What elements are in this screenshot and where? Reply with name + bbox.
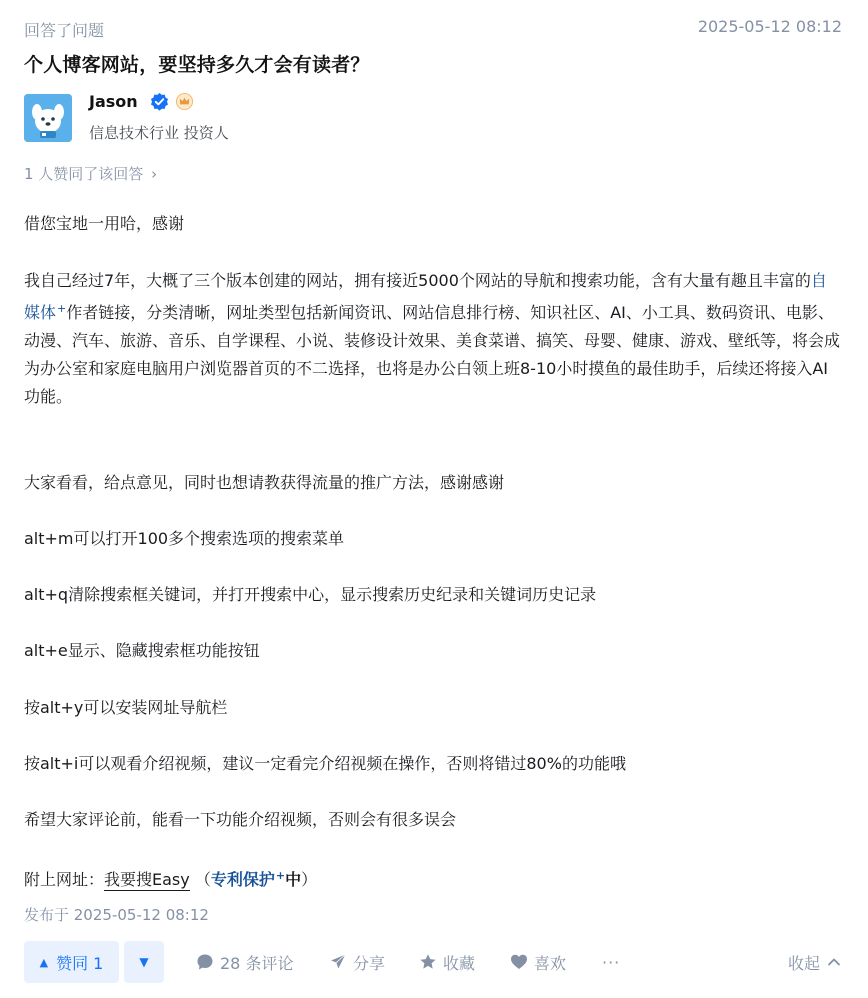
answer-paragraph: 大家看看，给点意见，同时也想请教获得流量的推广方法，感谢感谢: [24, 473, 505, 492]
like-button[interactable]: [510, 951, 566, 973]
answer-text: 中: [285, 870, 302, 889]
favorite-label: 收藏: [443, 953, 476, 973]
share-button[interactable]: [329, 951, 385, 973]
answer-paragraph: alt+m可以打开100多个搜索选项的搜索菜单: [24, 529, 345, 548]
more-button[interactable]: [602, 951, 620, 973]
activity-time: 2025-05-12 08:12: [697, 17, 842, 36]
answer-paragraph: 希望大家评论前，能看一下功能介绍视频，否则会有很多误会: [24, 810, 457, 829]
activity-label: 回答了问题: [24, 21, 105, 40]
like-label: 喜欢: [534, 953, 567, 973]
upvote-button[interactable]: [24, 941, 119, 983]
star-icon: [419, 953, 437, 971]
voters-text: 1 人赞同了该回答: [24, 165, 144, 183]
favorite-button[interactable]: [419, 951, 475, 973]
paper-plane-icon: [329, 953, 347, 971]
action-bar: [24, 941, 842, 983]
answer-paragraph: 按alt+i可以观看介绍视频，建议一定看完介绍视频在操作，否则将错过80%的功能哦: [24, 754, 626, 773]
heart-icon: [510, 953, 528, 971]
answer-text: 附上网址：: [24, 870, 105, 889]
activity-header: [24, 14, 842, 40]
author-badges: [150, 94, 194, 112]
downvote-button[interactable]: [124, 941, 164, 983]
voters-link[interactable]: [24, 163, 157, 184]
triangle-down-icon: ▼: [139, 955, 149, 969]
chevron-right-icon: ›: [151, 165, 158, 183]
verified-badge-icon[interactable]: [150, 92, 169, 115]
author-name[interactable]: Jason: [89, 92, 138, 111]
answer-paragraph: alt+q清除搜索框关键词，并打开搜索中心，显示搜索历史纪录和关键词历史记录: [24, 585, 597, 604]
answer-paragraph: alt+e显示、隐藏搜索框功能按钮: [24, 641, 260, 660]
plus-icon: +: [275, 869, 286, 882]
site-link[interactable]: 我要搜Easy: [104, 870, 190, 889]
keyword-link-text: 自媒体: [24, 271, 827, 322]
upvote-label: 赞同 1: [56, 953, 104, 973]
share-label: 分享: [353, 953, 386, 973]
plus-icon: +: [57, 302, 67, 315]
author-info: [24, 94, 424, 142]
answer-paragraph: [24, 862, 317, 894]
keyword-link[interactable]: [211, 870, 285, 889]
comments-label: 28 条评论: [220, 953, 294, 973]
dog-avatar-icon[interactable]: [24, 94, 72, 142]
answer-paragraph: 按alt+y可以安装网址导航栏: [24, 698, 228, 717]
triangle-up-icon: ▲: [39, 955, 49, 969]
answer-paragraph: [24, 267, 842, 411]
more-dots-icon: ···: [602, 952, 621, 972]
crown-badge-icon[interactable]: [175, 92, 194, 115]
author-description: 信息技术行业 投资人: [89, 124, 229, 142]
published-time[interactable]: 发布于 2025-05-12 08:12: [24, 906, 209, 924]
comment-bubble-icon: [196, 953, 214, 971]
answer-text: （: [189, 870, 211, 889]
question-title[interactable]: 个人博客网站，要坚持多久才会有读者？: [24, 54, 370, 76]
collapse-label: 收起: [787, 953, 820, 973]
answer-text: ）: [301, 870, 318, 889]
answer-text: 我自己经过7年，大概了三个版本创建的网站，拥有接近5000个网站的导航和搜索功能，含有大量有趣且丰富的: [24, 271, 811, 290]
keyword-link-text: 专利保护: [210, 870, 275, 889]
comments-button[interactable]: [196, 951, 293, 973]
chevron-up-icon: [826, 954, 842, 970]
answer-paragraph: 借您宝地一用哈，感谢: [24, 214, 185, 233]
collapse-button[interactable]: [788, 951, 842, 973]
answer-text: 作者链接，分类清晰，网址类型包括新闻资讯、网站信息排行榜、知识社区、AI、小工具、数码资讯、电影、动漫、汽车、旅游、音乐、自学课程、小说、装修设计效果、美食菜谱、搞笑、母婴、健康、游戏、壁纸等，将会成为办公室和家庭电脑用户浏览器首页的不二选择，也将是办公白领上班8-10小时摸鱼的最佳助手，后续还将接入AI功能。: [24, 303, 841, 406]
